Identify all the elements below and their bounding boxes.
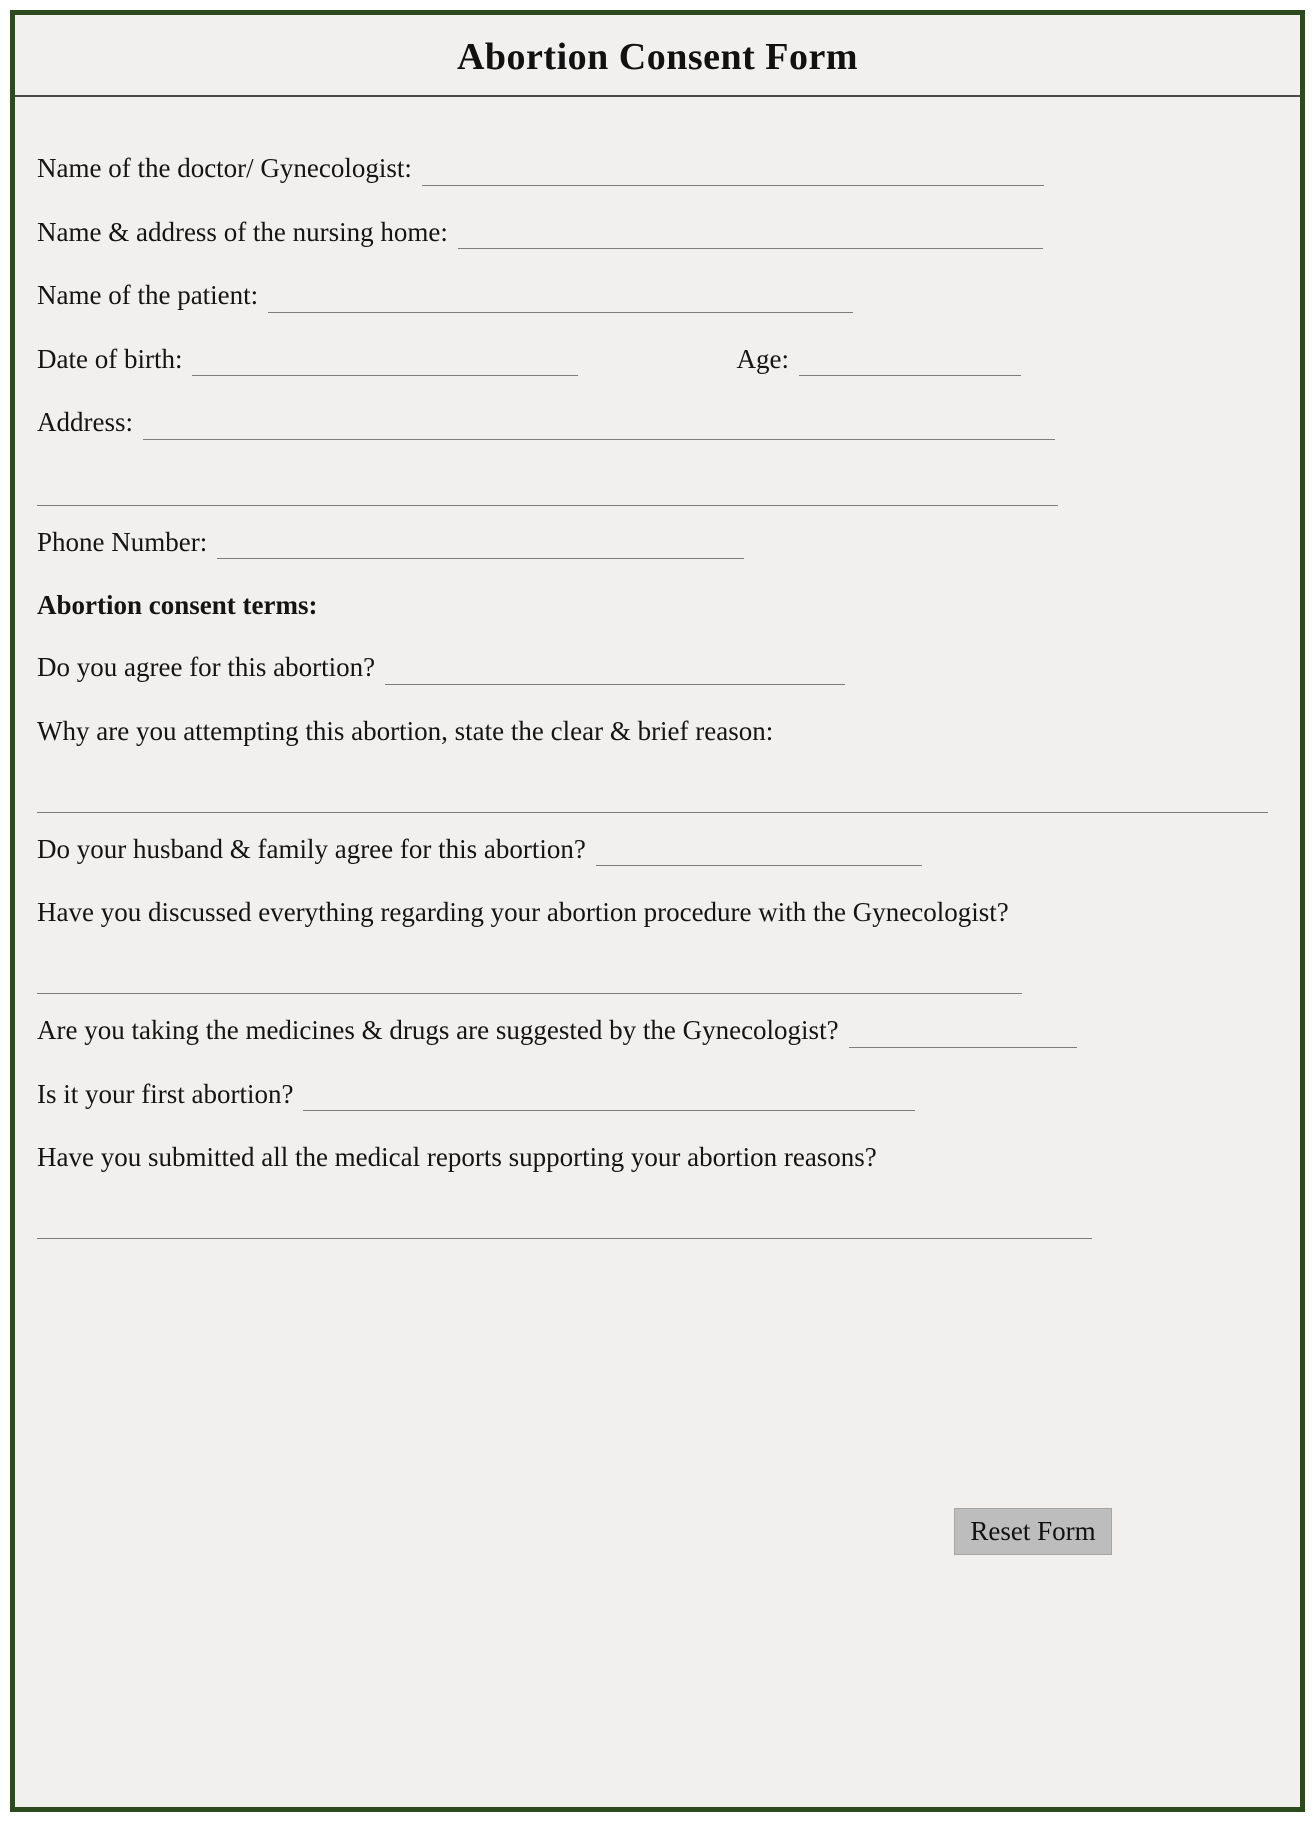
address-label: Address: bbox=[37, 407, 133, 437]
form-title: Abortion Consent Form bbox=[456, 36, 859, 78]
agree-abortion-input[interactable] bbox=[385, 653, 845, 685]
field-row-nursing-home bbox=[37, 217, 1268, 250]
nursing-home-label: Name & address of the nursing home: bbox=[37, 216, 448, 247]
reset-form-button[interactable]: Reset Form bbox=[954, 1508, 1112, 1555]
field-row-patient-name bbox=[37, 280, 1268, 313]
taking-medicines-label: Are you taking the medicines & drugs are suggested by the Gynecologist? bbox=[37, 1015, 839, 1045]
field-row-medicines bbox=[37, 1015, 1268, 1048]
first-abortion-label: Is it your first abortion? bbox=[37, 1078, 294, 1109]
first-abortion-input[interactable] bbox=[303, 1079, 915, 1111]
field-row-phone bbox=[37, 527, 1268, 560]
phone-number-label: Phone Number: bbox=[37, 526, 208, 557]
nursing-home-input[interactable] bbox=[458, 217, 1043, 249]
patient-name-input[interactable] bbox=[268, 281, 853, 313]
field-row-address-line2 bbox=[37, 482, 1268, 506]
address-line2-input[interactable] bbox=[37, 482, 1058, 506]
field-row-first-abortion bbox=[37, 1079, 1268, 1112]
doctor-name-input[interactable] bbox=[422, 154, 1044, 186]
abortion-reason-label: Why are you attempting this abortion, state the clear & brief reason: bbox=[37, 715, 774, 746]
doctor-name-label: Name of the doctor/ Gynecologist: bbox=[37, 153, 412, 183]
field-row-discussed-label bbox=[37, 897, 1268, 928]
family-agree-input[interactable] bbox=[596, 834, 922, 866]
field-row-reason-label bbox=[37, 716, 1268, 747]
phone-number-input[interactable] bbox=[217, 527, 744, 559]
field-row-reason-line bbox=[37, 789, 1268, 813]
age-label: Age: bbox=[736, 343, 789, 374]
field-row-address bbox=[37, 407, 1268, 440]
taking-medicines-input[interactable] bbox=[849, 1016, 1077, 1048]
date-of-birth-input[interactable] bbox=[192, 344, 578, 376]
field-row-reports-label bbox=[37, 1142, 1268, 1173]
form-frame bbox=[10, 10, 1305, 1812]
discussed-label: Have you discussed everything regarding your abortion procedure with the Gynecologist? bbox=[37, 897, 1009, 927]
medical-reports-input[interactable] bbox=[37, 1215, 1092, 1239]
field-row-doctor-name bbox=[37, 153, 1268, 186]
age-input[interactable] bbox=[799, 344, 1021, 376]
medical-reports-label: Have you submitted all the medical reports supporting your abortion reasons? bbox=[37, 1142, 877, 1172]
field-row-family-agree bbox=[37, 834, 1268, 867]
consent-terms-heading: Abortion consent terms: bbox=[37, 590, 318, 620]
abortion-reason-input[interactable] bbox=[37, 789, 1268, 813]
patient-name-label: Name of the patient: bbox=[37, 280, 259, 310]
field-row-dob-age bbox=[37, 344, 1268, 377]
section-heading-row bbox=[37, 590, 1268, 621]
discussed-input[interactable] bbox=[37, 970, 1022, 994]
field-row-agree bbox=[37, 652, 1268, 685]
address-input[interactable] bbox=[143, 408, 1055, 440]
field-row-reports-line bbox=[37, 1215, 1268, 1239]
family-agree-label: Do your husband & family agree for this abortion? bbox=[37, 833, 586, 864]
date-of-birth-label: Date of birth: bbox=[37, 343, 183, 374]
field-row-discussed-line bbox=[37, 970, 1268, 994]
form-header bbox=[15, 15, 1300, 97]
agree-abortion-label: Do you agree for this abortion? bbox=[37, 652, 376, 682]
